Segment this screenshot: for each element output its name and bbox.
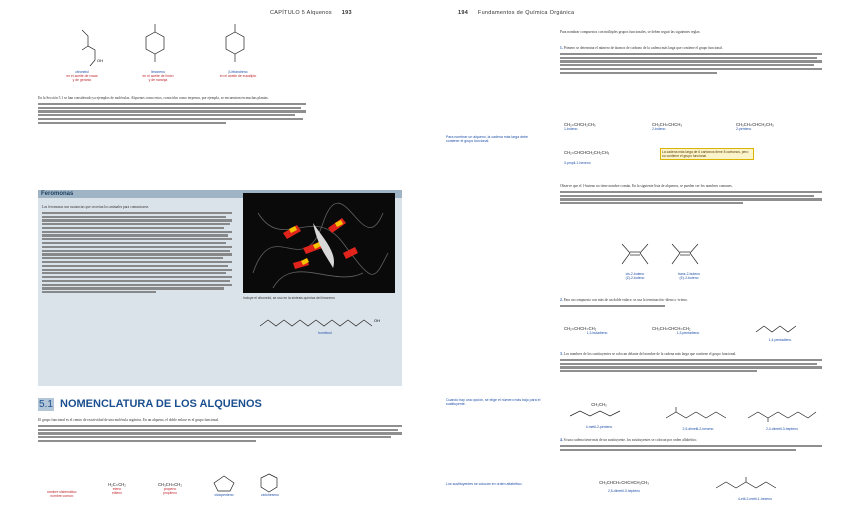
mid-paragraph	[560, 184, 822, 206]
protein-image	[243, 193, 395, 293]
rule2-structure-2	[652, 326, 724, 335]
rule-1-text: Primero se determina el número de átomos de carbono de la cadena más larga que contiene el grupo funcional.	[563, 46, 723, 50]
rule4-structure-2-label: 4-etil-2-metil-1-hexeno	[738, 497, 772, 501]
rule-2-number: 2.	[560, 298, 563, 302]
citronelol-oh-label: OH	[97, 58, 103, 63]
section-number	[38, 398, 54, 411]
isomer-trans	[664, 272, 714, 280]
isomer-trans-label2: (E)-2-buteno	[679, 276, 699, 281]
rule3-structure-1-label: 4-metil-2-penteno	[585, 425, 613, 429]
rule4-structure-1-label: 2,5-dimetil-3-hepteno	[607, 489, 641, 493]
rule-4-number: 4.	[560, 438, 563, 442]
bottom-structure-3-label2: propileno	[163, 491, 177, 496]
rule4-structure-1	[574, 480, 674, 493]
bottom-structure-1-label1: nombre sistemático:	[46, 490, 78, 494]
rule4-structure-2-skeleton	[710, 476, 800, 492]
bottom-structure-2	[96, 482, 138, 495]
rule1-structure-3-formula: CH₃CH=CHCH₂CH₃	[736, 122, 774, 127]
rule1-structure-1-formula: CH₂=CHCH₂CH₃	[564, 122, 596, 127]
rule2-structure-3-label: 1,4-pentadieno	[768, 338, 792, 342]
rule-3-text: Los nombres de los sustituyentes se colocan delante del nombre de la cadena más larga que contiene el grupo funcional.	[563, 352, 737, 356]
feromonas-body-text: Las feromonas son sustancias que secretan los animales para comunicarse.	[42, 205, 150, 209]
bottom-structure-3-label1: propeno	[163, 487, 177, 491]
structure-caption-2-line2: en el aceite de limón	[142, 74, 174, 79]
margin-note-3: Los sustituyentes se colocan en orden alfabético.	[446, 482, 523, 486]
bottom-structure-3	[146, 482, 194, 495]
margin-note-2: Cuando hay una opción, se elige el número más bajo para el sustituyente.	[446, 398, 541, 407]
isomer-cis	[610, 272, 660, 280]
rule2-structure-1	[564, 326, 630, 335]
feromonas-box-title: Feromonas	[41, 191, 74, 197]
rule-3-number: 3.	[560, 352, 563, 356]
rule1b-formula: CH₂=CHCHCH₂CH₂CH₃	[564, 150, 610, 155]
mid-paragraph-text: Observe que el 1-buteno no tiene nombre común. En la siguiente lista de alquenos, se pueden ver los nombres comunes.	[560, 184, 733, 188]
section-title: NOMENCLATURA DE LOS ALQUENOS	[60, 398, 262, 410]
bottom-structure-2-formula: H₂C=CH₂	[108, 482, 126, 487]
rule3-structure-3-skeleton	[744, 406, 820, 422]
intro-paragraph-text: En la Sección 5.1 se han considerado ya ejemplos de moléculas. Alquenos como estos, conocidos como terpenos, por ejemplo, se encuentran en muchas plantas.	[38, 96, 269, 100]
rule1-structure-2	[652, 122, 714, 131]
rule-1	[560, 46, 822, 75]
ciclopenteno-label: ciclopenteno	[214, 493, 234, 497]
citronelol-skeleton	[82, 30, 95, 66]
right-intro	[560, 30, 822, 35]
right-page	[424, 0, 848, 530]
protein-image-caption: Incluye el citronelol, se usó en la síntesis química del limoneno	[243, 296, 335, 300]
rule-3	[560, 352, 822, 374]
section-paragraph-text: El grupo funcional es el centro de reactividad de una molécula orgánica. En un alqueno, el doble enlace es el grupo funcional.	[38, 418, 219, 422]
rule3-structure-2	[662, 406, 734, 431]
structure-caption-3-line2: en el aceite de eucalipto	[219, 74, 257, 79]
structure-caption-1	[62, 70, 102, 83]
rule-4-text: Si una cadena tiene más de un sustituyente, los sustituyentes se colocan por orden alfabético.	[563, 438, 698, 442]
bottom-structure-2-label1: eteno	[112, 487, 122, 491]
isomer-cis-label1: cis-2-buteno	[625, 272, 645, 276]
margin-note-1: Para nombrar un alqueno, la cadena más larga debe contener el grupo funcional.	[446, 135, 528, 144]
bottom-structure-1-label2: nombre común:	[50, 494, 74, 499]
isomer-cis-label2: (Z)-2-buteno	[625, 276, 645, 281]
pentadieno-skeleton	[754, 322, 806, 336]
rule4-structure-2	[710, 476, 800, 501]
rule2-structure-2-label: 1,3-pentadieno	[676, 331, 700, 335]
bombicol-oh-label: OH	[374, 318, 380, 323]
rule2-structure-1-formula: CH₂=CHCH=CH₂	[564, 326, 597, 331]
bombicol-label: bombicol	[318, 331, 332, 335]
intro-paragraph	[38, 96, 306, 125]
rule4-structure-1-formula: CH₃CHCH=CHCHCH₂CH₃	[599, 480, 649, 485]
rule-4	[560, 438, 822, 452]
structure-caption-1-name: citronelol	[75, 70, 89, 74]
ciclopenteno-ring	[212, 474, 236, 492]
structure-caption-3	[215, 70, 261, 78]
structure-caption-2	[138, 70, 178, 83]
rule2-structure-1-label: 1,3-butadieno	[586, 331, 608, 335]
rule-2	[560, 298, 822, 309]
rule1-structure-2-formula: CH₃CH=CHCH₃	[652, 122, 683, 127]
rule1-structure-2-label: 2-buteno	[652, 127, 666, 131]
highlight-note: La cadena más larga de 6 carbonos tiene 8 carbonos, pero no contiene el grupo funcional.	[660, 148, 754, 160]
rule1-structure-3-label: 2-penteno	[736, 127, 752, 131]
rule1b-label: 3-propil-1-hexeno	[564, 161, 591, 165]
feromonas-body	[42, 205, 232, 295]
rule3-structure-2-label: 2,5-dimetil-2-hexeno	[682, 427, 714, 431]
isomer-structures	[610, 236, 720, 272]
top-structures-drawing	[60, 22, 290, 70]
felandreno-ring	[226, 32, 244, 54]
rule3-structure-1-formula: CH₂CH₃	[591, 402, 607, 407]
citronelol-branch	[82, 46, 88, 50]
section-number-text: 5.1	[39, 399, 53, 410]
left-running-head-text: CAPÍTULO 5 Alquenos	[270, 10, 332, 16]
structure-caption-3-name: β-felandreno	[228, 70, 248, 74]
limoneno-ring	[146, 32, 164, 54]
bottom-structure-2-label2: etileno	[112, 491, 122, 496]
structure-caption-1-line2: en el aceite de rosas	[66, 74, 98, 79]
structure-caption-1-line3: y de geranio	[72, 78, 92, 83]
rule1-structure-1	[564, 122, 626, 131]
rule3-structure-3	[744, 406, 820, 431]
structure-caption-2-name: limoneno	[151, 70, 165, 74]
ciclohexeno-ring	[258, 472, 280, 494]
rule1b-structure	[564, 150, 654, 165]
rule1-structure-3	[736, 122, 816, 131]
left-running-head	[270, 10, 352, 16]
rule3-structure-3-label: 2,4-dimetil-3-hepteno	[765, 427, 799, 431]
right-running-head-text: Fundamentos de Química Orgánica	[477, 10, 575, 16]
rule-2-text: Para un compuesto con más de un doble enlace, se usa la terminación -dieno o -trieno.	[563, 298, 688, 302]
rule2-structure-2-formula: CH₃CH=CHCH=CH₂	[652, 326, 691, 331]
bottom-structure-3-formula: CH₃CH=CH₂	[158, 482, 182, 487]
left-page-number: 193	[341, 10, 352, 16]
right-intro-text: Para nombrar compuestos con múltiples grupos funcionales, se deben seguir las siguientes reglas:	[560, 30, 701, 34]
structure-caption-2-line3: y de naranja	[148, 78, 168, 83]
section-paragraph	[38, 418, 402, 444]
rule-1-number: 1.	[560, 46, 563, 50]
isomer-trans-label1: trans-2-buteno	[677, 272, 701, 276]
rule3-structure-1	[566, 402, 632, 429]
bottom-structure-1	[38, 490, 86, 498]
rule1-structure-1-label: 1-buteno	[564, 127, 578, 131]
rule3-structure-1-skeleton	[566, 408, 632, 420]
ciclohexeno-label: ciclohexeno	[261, 493, 279, 497]
right-page-number: 194	[458, 10, 469, 16]
right-running-head	[458, 10, 574, 16]
rule3-structure-2-skeleton	[662, 406, 734, 422]
